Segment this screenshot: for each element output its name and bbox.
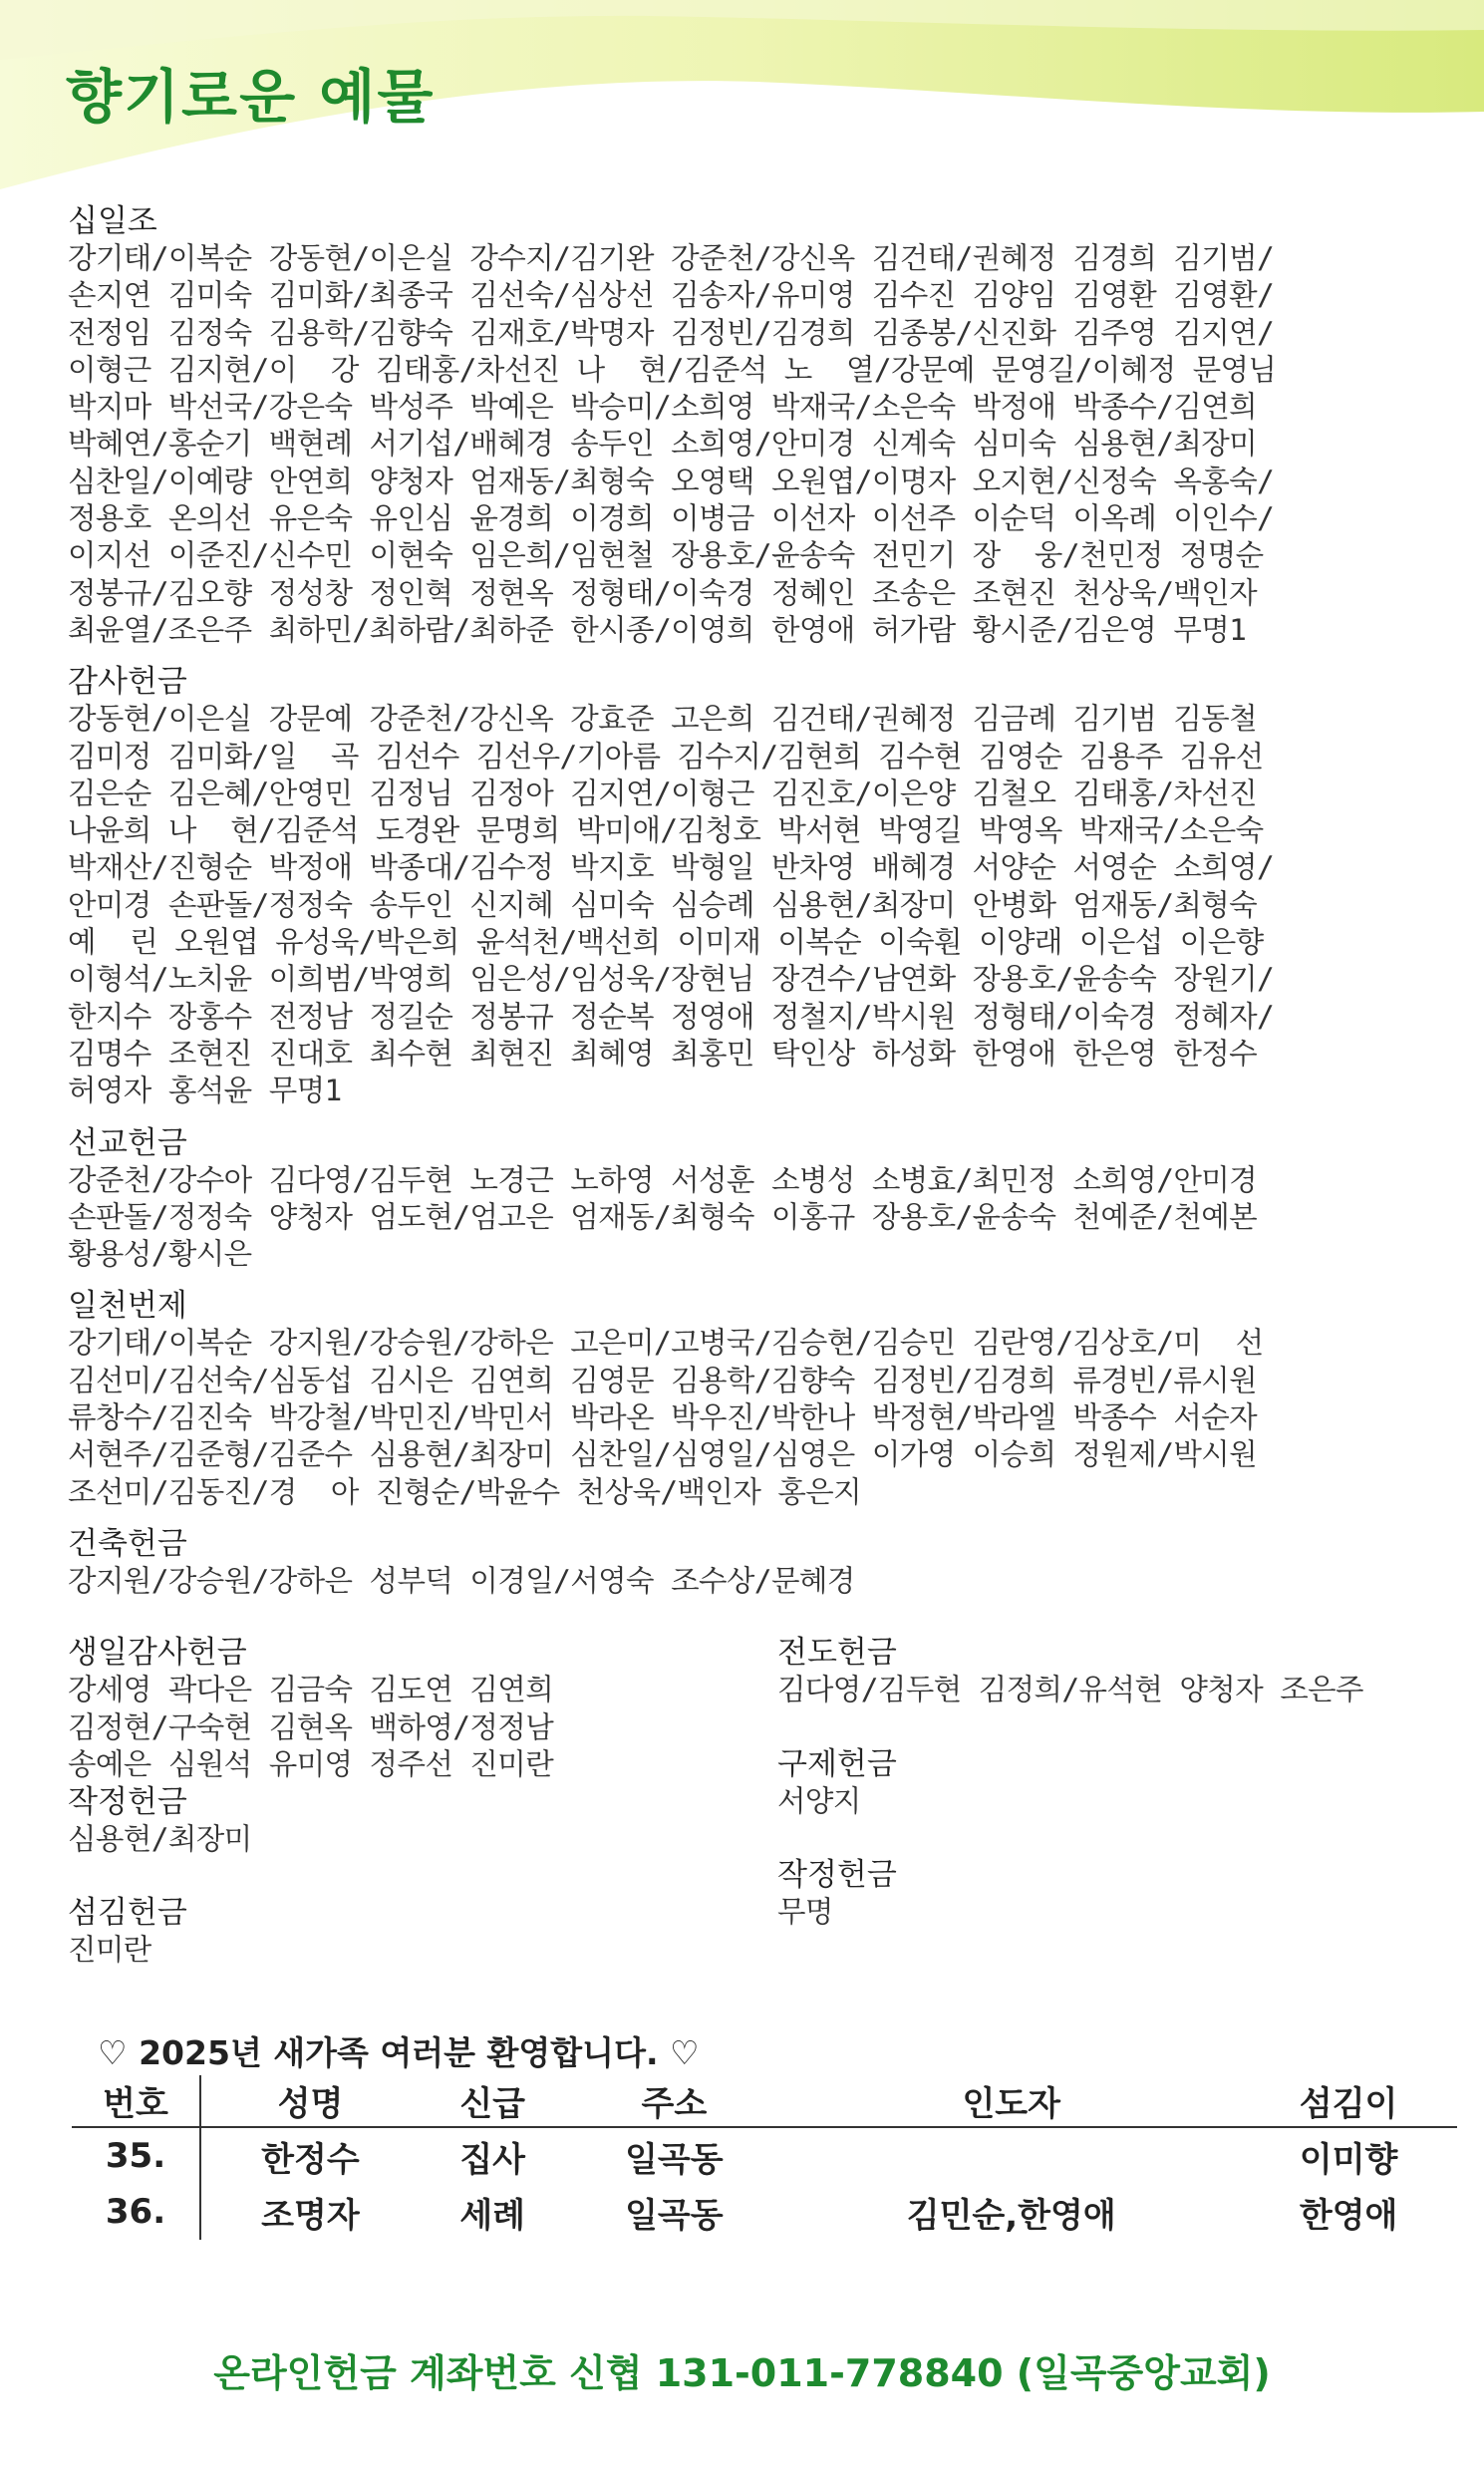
names-mission [68, 1162, 1463, 1274]
cell-guide: 김민순,한영애 [906, 2195, 1116, 2236]
names-building [68, 1563, 1463, 1600]
offering-list [68, 202, 1463, 1993]
page-title: 향기로운 예물 [66, 63, 436, 131]
col-name: 성명 [200, 2075, 420, 2127]
cell-number: 35. [72, 2127, 200, 2184]
section-title-designated-left: 작정헌금 [68, 1784, 187, 1821]
names-thanks [68, 701, 1463, 1109]
section-title-mission: 선교헌금 [68, 1124, 187, 1161]
name-line: 심용현/최장미 [68, 1822, 252, 1857]
col-guide: 인도자 [782, 2075, 1240, 2127]
newcomers-header-row [72, 2075, 1457, 2127]
cell-rank: 집사 [459, 2139, 526, 2180]
cell-caretaker: 이미향 [1299, 2139, 1398, 2180]
section-title-building: 건축헌금 [68, 1525, 187, 1562]
name-line: 강동현/이은실 강문예 강준천/강신옥 강효준 고은희 김건태/권혜정 김금례 김기범 김동철 [68, 702, 1258, 737]
name-line: 안미경 손판돌/정정숙 송두인 신지혜 심미숙 심승례 심용현/최장미 안병화 엄재동/최형숙 [68, 887, 1258, 922]
col-caretaker: 섬김이 [1240, 2075, 1457, 2127]
name-line: 진미란 [68, 1933, 151, 1968]
section-title-designated-right: 작정헌금 [777, 1856, 897, 1893]
name-line: 서현주/김준형/김준수 심용현/최장미 심찬일/심영일/심영은 이가영 이승희 정원제/박시원 [68, 1437, 1258, 1472]
col-rank: 신급 [420, 2075, 566, 2127]
section-evangelism [777, 1634, 1363, 1708]
section-firstfruit [68, 1287, 1463, 1510]
name-line: 박혜연/홍순기 백현례 서기섭/배혜경 송두인 소희영/안미경 신계숙 심미숙 심용현/최장미 [68, 427, 1258, 462]
section-title-cell: 섬김헌금 [68, 1895, 187, 1932]
name-line: 류창수/김진숙 박강철/박민진/박민서 박라온 박우진/박한나 박정현/박라엘 박종수 서순자 [68, 1400, 1258, 1435]
name-line: 나윤희 나 현/김준석 도경완 문명희 박미애/김청호 박서현 박영길 박영옥 박재국/소은숙 [68, 813, 1264, 848]
section-cell [68, 1894, 553, 1969]
section-building [68, 1525, 1463, 1600]
heart-icon: ♡ [98, 2033, 128, 2072]
online-offering-account: 온라인헌금 계좌번호 신협 131-011-778840 (일곡중앙교회) [213, 2351, 1271, 2395]
cell-guide [782, 2127, 1240, 2184]
name-line: 예 린 오원엽 유성욱/박은희 윤석천/백선희 이미재 이복순 이숙훤 이양래 이은섭 이은향 [68, 925, 1264, 960]
newcomers-table [72, 2075, 1457, 2240]
section-designated-right [777, 1856, 1363, 1931]
name-line: 이형근 김지현/이 강 김태홍/차선진 나 현/김준석 노 열/강문예 문영길/이혜정 문영님 [68, 352, 1277, 387]
name-line: 김선미/김선숙/심동섭 김시은 김연희 김영문 김용학/김향숙 김정빈/김경희 류경빈/류시원 [68, 1363, 1258, 1397]
name-line: 이지선 이준진/신수민 이현숙 임은희/임현철 장용호/윤송숙 전민기 장 웅/천민정 정명순 [68, 538, 1264, 573]
right-column [777, 1634, 1363, 1931]
name-line: 송예은 심원석 유미영 정주선 진미란 [68, 1746, 554, 1781]
section-relief [777, 1745, 1363, 1820]
section-thanks [68, 663, 1463, 1109]
left-column [68, 1634, 553, 1969]
name-line: 정용호 온의선 유은숙 유인심 윤경희 이경희 이병금 이선자 이선주 이순덕 이옥례 이인수/ [68, 501, 1275, 536]
name-line: 김미정 김미화/일 곡 김선수 김선우/기아름 김수지/김현희 김수현 김영순 김용주 김유선 [68, 739, 1264, 773]
name-line: 허영자 홍석윤 무명1 [68, 1074, 342, 1108]
name-line: 강준천/강수아 김다영/김두현 노경근 노하영 서성훈 소병성 소병효/최민정 소희영/안미경 [68, 1162, 1258, 1197]
name-line: 손판돌/정정숙 양청자 엄도현/엄고은 엄재동/최형숙 이홍규 장용호/윤송숙 천예준/천예본 [68, 1199, 1258, 1234]
name-line: 무명 [777, 1894, 833, 1929]
section-title-relief: 구제헌금 [777, 1745, 897, 1782]
name-line: 정봉규/김오향 정성창 정인혁 정현옥 정형태/이숙경 정혜인 조송은 조현진 천상욱/백인자 [68, 575, 1258, 610]
name-line: 박지마 박선국/강은숙 박성주 박예은 박승미/소희영 박재국/소은숙 박정애 박종수/김연희 [68, 390, 1258, 425]
name-line: 황용성/황시은 [68, 1237, 252, 1272]
name-line: 심찬일/이예량 안연희 양청자 엄재동/최형숙 오영택 오원엽/이명자 오지현/신정숙 옥홍숙/ [68, 463, 1275, 498]
name-line: 강기태/이복순 강지원/강승원/강하은 고은미/고병국/김승현/김승민 김란영/김상호/미 선 [68, 1326, 1264, 1361]
small-offerings [68, 1634, 1463, 1993]
section-mission [68, 1124, 1463, 1274]
name-line: 최윤열/조은주 최하민/최하람/최하준 한시종/이영희 한영애 허가람 황시준/김은영 무명1 [68, 612, 1247, 647]
table-row [72, 2184, 1457, 2240]
names-birthday [68, 1672, 553, 1783]
section-title-firstfruit: 일천번제 [68, 1288, 187, 1325]
cell-address: 일곡동 [625, 2195, 724, 2236]
names-designated-right [777, 1894, 1363, 1931]
section-tithe [68, 202, 1463, 649]
names-relief [777, 1783, 1363, 1820]
name-line: 강기태/이복순 강동현/이은실 강수지/김기완 강준천/강신옥 김건태/권혜정 김경희 김기범/ [68, 241, 1275, 275]
cell-name: 조명자 [261, 2195, 360, 2236]
newcomers-heading [98, 2027, 700, 2074]
name-line: 서양지 [777, 1783, 861, 1818]
heart-icon: ♡ [669, 2033, 700, 2072]
name-line: 김명수 조현진 진대호 최수현 최현진 최혜영 최홍민 탁인상 하성화 한영애 한은영 한정수 [68, 1036, 1258, 1071]
name-line: 강세영 곽다은 김금숙 김도연 김연희 [68, 1673, 554, 1707]
name-line: 한지수 장홍수 전정남 정길순 정봉규 정순복 정영애 정철지/박시원 정형태/이숙경 정혜자/ [68, 999, 1275, 1034]
names-tithe [68, 240, 1463, 649]
names-evangelism [777, 1672, 1363, 1708]
names-designated-left [68, 1821, 553, 1858]
cell-number: 36. [72, 2184, 200, 2240]
section-title-birthday: 생일감사헌금 [68, 1635, 247, 1672]
col-address: 주소 [565, 2075, 782, 2127]
name-line: 손지연 김미숙 김미화/최종국 김선숙/심상선 김송자/유미영 김수진 김양임 김영환 김영환/ [68, 278, 1275, 313]
name-line: 이형석/노치윤 이희범/박영희 임은성/임성욱/장현님 장견수/남연화 장용호/윤송숙 장원기/ [68, 962, 1275, 997]
name-line: 강지원/강승원/강하은 성부덕 이경일/서영숙 조수상/문혜경 [68, 1563, 855, 1598]
section-title-evangelism: 전도헌금 [777, 1635, 897, 1672]
name-line: 박재산/진형순 박정애 박종대/김수정 박지호 박형일 반차영 배혜경 서양순 서영순 소희영/ [68, 850, 1275, 885]
name-line: 김다영/김두현 김정희/유석현 양청자 조은주 [777, 1673, 1363, 1707]
col-number: 번호 [72, 2075, 200, 2127]
cell-name: 한정수 [261, 2139, 360, 2180]
name-line: 김정현/구숙현 김현옥 백하영/정정남 [68, 1709, 554, 1744]
cell-rank: 세례 [459, 2195, 526, 2236]
names-firstfruit [68, 1325, 1463, 1510]
section-designated-left [68, 1783, 553, 1858]
name-line: 조선미/김동진/경 아 진형순/박윤수 천상욱/백인자 홍은지 [68, 1474, 862, 1509]
cell-address: 일곡동 [625, 2139, 724, 2180]
names-cell [68, 1932, 553, 1969]
newcomers-heading-text: 2025년 새가족 여러분 환영합니다. [139, 2033, 659, 2072]
name-line: 전정임 김정숙 김용학/김향숙 김재호/박명자 김정빈/김경희 김종봉/신진화 김주영 김지연/ [68, 315, 1275, 350]
section-birthday [68, 1634, 553, 1783]
cell-caretaker: 한영애 [1299, 2195, 1398, 2236]
table-row [72, 2127, 1457, 2184]
section-title-thanks: 감사헌금 [68, 664, 187, 701]
name-line: 김은순 김은혜/안영민 김정님 김정아 김지연/이형근 김진호/이은양 김철오 김태홍/차선진 [68, 775, 1258, 810]
section-title-tithe: 십일조 [68, 203, 157, 239]
